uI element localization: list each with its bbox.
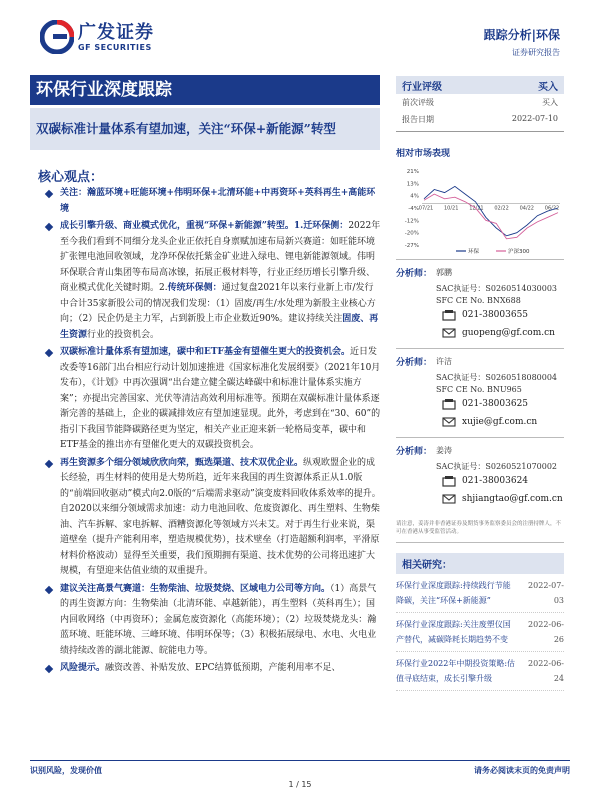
- report-date-row: [396, 111, 564, 128]
- x-tick-label: 06/22: [544, 205, 560, 212]
- analyst-sfc: SFC CE No. BNU965: [436, 384, 522, 394]
- related-title[interactable]: 环保行业2022年中期投资策略:估值寻底结束，成长引擎升级: [396, 659, 516, 683]
- y-tick-label: 21%: [406, 169, 419, 175]
- y-tick-label: -4%: [408, 206, 419, 212]
- bullet-bold: 迁环保侧：: [303, 221, 349, 231]
- analyst-email[interactable]: xujie@gf.com.cn: [462, 417, 538, 427]
- related-item[interactable]: [396, 652, 564, 691]
- y-tick-label: 13%: [406, 181, 419, 188]
- report-subtitle: 双碳标准计量体系有望加速，关注“环保+新能源”转型: [30, 108, 380, 150]
- related-title[interactable]: 环保行业深度跟踪:关注废塑仪国产替代，减碳降耗长期趋势不变: [396, 620, 511, 644]
- y-tick-label: -27%: [404, 243, 419, 249]
- analyst-phone: 021-38003624: [462, 476, 529, 486]
- analyst-name: 许洁: [436, 356, 452, 366]
- gf-logo-icon: [40, 20, 74, 54]
- footer-slogan: 识别风险，发现价值: [30, 766, 102, 775]
- bullet-bold: 风险提示。: [60, 663, 106, 673]
- analyst-sac: SAC执证号：S0260514030003: [436, 283, 558, 293]
- report-header: [484, 26, 560, 58]
- email-icon: [436, 494, 462, 504]
- sidebar: [396, 76, 564, 691]
- y-tick-label: -12%: [404, 218, 419, 225]
- disclaimer-note: 请注意，姜涛并非香港证券及期货事务监察委员会的注册持牌人，不可在香港从事受监管活动。: [396, 520, 564, 543]
- rating-bar: [396, 76, 564, 94]
- bullet-item: [40, 456, 382, 580]
- analyst-name: 郭鹏: [436, 267, 452, 277]
- analyst-phone: 021-38003655: [462, 310, 529, 320]
- x-tick-label: 12/21: [469, 205, 484, 212]
- related-date: 2022-06-26: [528, 620, 564, 644]
- phone-icon: [436, 475, 462, 487]
- logo-cn: 广发证券: [78, 21, 154, 43]
- page-number: 1 / 15: [288, 780, 312, 789]
- analyst-email[interactable]: shjiangtao@gf.com.cn: [462, 494, 563, 504]
- footer-divider: [30, 760, 570, 761]
- rating-label: 行业评级: [402, 81, 442, 93]
- bullet-text: （1）高景气的再生资源方向：生物柴油（北清环能、卓越新能），再生塑料（英科再生）；国内回收网络（中再资环）；金属危废资源化（高能环境）；（2）垃圾焚烧龙头：瀚蓝环境、旺能环境、三峰环境、伟明环保等；（3）积极拓展绿电、水电、火电业绩持续改善的湖北能源、皖能电力等。: [60, 583, 377, 656]
- bullet-text: 2022年至今我们看到不同细分龙头企业正依托自身禀赋加速布局新兴赛道：如旺能环境扩张锂电池回收领域，龙净环保依托紫金矿业进入绿电、锂电新能源领域。伟明环保联合青山集团等布局高冰镍，拓展正极材料等，行业正经历增长引擎升级、商业模式优化关键时期。2.: [60, 221, 381, 293]
- prev-rating-label: 前次评级: [402, 98, 434, 107]
- x-tick-label: 02/22: [494, 205, 509, 212]
- bullet-item: [40, 661, 382, 677]
- main-body: [40, 186, 382, 677]
- analyst-card: [396, 355, 564, 438]
- related-item[interactable]: [396, 613, 564, 652]
- related-heading: 相关研究：: [396, 553, 564, 574]
- analyst-sfc: SFC CE No. BNX688: [436, 295, 521, 305]
- relative-performance-chart: [396, 165, 564, 255]
- analyst-label: 分析师：: [396, 268, 433, 279]
- email-icon: [436, 328, 462, 338]
- x-tick-label: 07/21: [418, 205, 434, 212]
- bullet-bold: 双碳标准计量体系有望加速，碳中和ETF基金有望催生更大的投资机会。: [60, 347, 350, 357]
- related-item[interactable]: [396, 574, 564, 613]
- analyst-sac: SAC执证号：S0260521070002: [436, 461, 558, 471]
- key-points-heading: 核心观点：: [38, 170, 104, 185]
- analyst-card: [396, 444, 564, 508]
- bullet-bold: 关注：瀚蓝环境+旺能环境+伟明环保+北清环能+中再资环+英科再生+高能环境: [60, 188, 376, 214]
- bullet-item: [40, 345, 382, 454]
- prev-rating-value: 买入: [542, 98, 558, 107]
- related-date: 2022-06-24: [528, 659, 564, 683]
- report-date-label: 报告日期: [402, 115, 434, 124]
- report-date-value: 2022-07-10: [511, 114, 558, 123]
- legend-label: 沪深300: [508, 249, 530, 255]
- report-type: 跟踪分析|环保: [483, 28, 560, 42]
- related-date: 2022-07-03: [528, 581, 564, 605]
- analyst-section: [396, 259, 564, 508]
- bullet-text: 通过复盘2021年以来行业新上市/发行中合计35家新股公司的情况我们发现：（1）固废/再生/水处理为新股主业核心方向；（2）民企仍是主力军，占到新股上市企业数近90%。建议持续关注: [60, 283, 376, 324]
- rating-value: 买入: [538, 81, 558, 93]
- analyst-label: 分析师：: [396, 357, 433, 368]
- legend-label: 环保: [468, 249, 480, 255]
- phone-icon: [436, 309, 462, 321]
- bullet-text: 融资改善、补贴发放、EPC结算低预期，产能利用率不足、: [105, 663, 341, 673]
- series-line-csi300: [424, 194, 558, 239]
- bullet-bold: 传统环保侧：: [167, 283, 222, 293]
- bullet-bold: 再生资源多个细分领域欣欣向荣，甄选渠道、技术双优企业。: [60, 457, 304, 468]
- report-title: 环保行业深度跟踪: [30, 75, 380, 105]
- y-tick-label: -20%: [404, 230, 419, 237]
- x-tick-label: 10/21: [443, 205, 459, 212]
- bullet-bold: 建议关注高景气赛道：生物柴油、垃圾焚烧、区域电力公司等方向。: [60, 583, 331, 594]
- report-sub: 证券研究报告: [512, 48, 560, 57]
- analyst-email[interactable]: guopeng@gf.com.cn: [462, 328, 555, 338]
- bullet-item: [40, 219, 382, 343]
- bullet-bold: 成长引擎升级、商业模式优化，重视“环保+新能源”转型。1.: [60, 221, 304, 231]
- bullet-item: [40, 186, 382, 217]
- bullet-item: [40, 582, 382, 660]
- y-tick-label: 4%: [410, 193, 419, 200]
- phone-icon: [436, 398, 462, 410]
- analyst-card: [396, 266, 564, 349]
- bullet-bold: 固废、再生资源: [60, 314, 379, 340]
- x-tick-label: 04/22: [519, 205, 535, 212]
- analyst-name: 姜涛: [436, 445, 452, 455]
- related-title[interactable]: 环保行业深度跟踪:持续践行节能降碳，关注“环保+新能源”: [396, 581, 511, 605]
- prev-rating-row: [396, 94, 564, 111]
- analyst-label: 分析师：: [396, 446, 433, 457]
- market-heading: 相对市场表现: [396, 149, 451, 159]
- bullet-text: 纵观欧盟企业的成长经验，再生材料的使用是大势所趋，近年来我国的再生资源体系正从1.0版的“前端回收驱动”模式向2.0版的“后端需求驱动”演变废料回收体系效率的提升。自2020以来细分领域需求加速：动力电池回收、危废资源化、再生塑料、生物柴油、汽车拆解、家电拆解、酒糟资源化等领域方兴未艾。对于再生行业来说，渠道壁垒（提升产能利用率，塑造规模优势），技术壁垒（打造超额利润率，平滑原材料价格波动）显得至关重要，我们预期拥有渠道、技术优势的公司将迅速扩大规模，有望迎来估值业绩的双重提升。: [60, 457, 381, 576]
- footer-disclaimer: 请务必阅读末页的免责声明: [474, 766, 570, 775]
- company-logo: [40, 20, 154, 54]
- bullet-text: 行业的投资机会。: [87, 329, 160, 340]
- email-icon: [436, 417, 462, 427]
- bullet-text: 近日发改委等16部门出台相应行动计划加速推进《国家标准化发展纲要》（2021年10月发布），《计划》中再次强调“出台建立健全碳达峰碳中和标准计量体系实施方案”；亦提出完善国家、光伏等清洁高效利用标准等。预期在双碳标准计量体系逐渐完善的基础上，企业的碳减排效应有望加速显现。此外，考虑到在“30、60”的指引下我国节能降碳路径更为坚定，相关产业正迎来新一轮格局变革，碳中和ETF基金的推出亦有望催化更大的双碳投资机会。: [60, 347, 381, 450]
- analyst-phone: 021-38003625: [462, 399, 529, 409]
- analyst-sac: SAC执证号：S0260518080004: [436, 372, 558, 382]
- logo-en: GF SECURITIES: [78, 42, 152, 52]
